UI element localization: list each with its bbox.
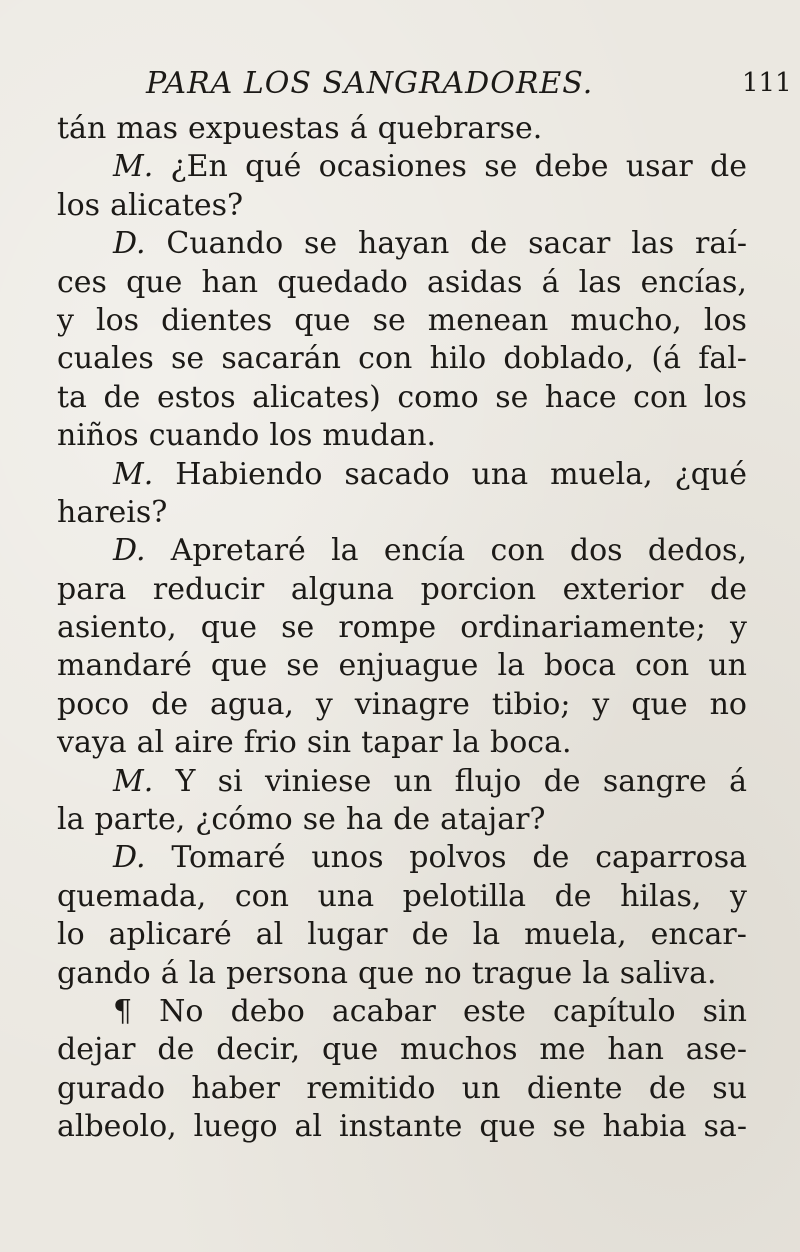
word: que: [210, 648, 268, 684]
word: de: [157, 1032, 195, 1068]
word: fal-: [698, 341, 747, 377]
word: una: [317, 878, 375, 914]
word: con: [635, 648, 690, 684]
word: la: [582, 955, 610, 991]
text-line: [57, 1108, 747, 1146]
text-line: [57, 110, 747, 148]
word: dientes: [161, 302, 273, 338]
word: lugar: [307, 917, 388, 953]
word: la: [472, 917, 501, 953]
word: gurado: [57, 1070, 166, 1106]
word: y: [729, 878, 747, 914]
word: hayan: [358, 226, 450, 262]
word: Tomaré: [171, 840, 286, 876]
word: su: [712, 1070, 747, 1106]
word: encar-: [650, 917, 747, 953]
word: se: [304, 226, 338, 262]
word: han: [201, 264, 259, 300]
word: con: [234, 878, 289, 914]
word: hareis?: [57, 494, 168, 530]
word: los: [269, 418, 313, 454]
word: dos: [569, 533, 623, 569]
word: como: [397, 379, 479, 415]
text-line: [57, 494, 747, 532]
word: Habiendo: [175, 456, 323, 492]
word: dedos,: [647, 533, 747, 569]
word: de: [151, 686, 189, 722]
word: pelotilla: [402, 878, 526, 914]
word: (á: [651, 341, 681, 377]
word: al: [136, 725, 165, 761]
word: la: [331, 533, 359, 569]
word: de: [470, 226, 508, 262]
word: la: [188, 955, 217, 991]
word: y: [315, 686, 333, 722]
word: Y: [175, 763, 196, 799]
text-line: [57, 724, 747, 762]
word: los: [703, 302, 747, 338]
word: de: [103, 379, 141, 415]
word: acabar: [331, 993, 436, 1029]
word: una: [471, 456, 529, 492]
word: reducir: [152, 571, 265, 607]
word: sacarán: [221, 341, 341, 377]
text-line: [57, 417, 747, 455]
word: que: [631, 686, 688, 722]
word: persona: [226, 955, 349, 991]
word: M.: [113, 456, 154, 492]
word: los: [703, 379, 747, 415]
word: porcion: [420, 571, 537, 607]
word: encías,: [640, 264, 747, 300]
word: ha: [345, 802, 384, 838]
word: poco: [57, 686, 130, 722]
word: boca: [544, 648, 616, 684]
word: estos: [156, 379, 236, 415]
word: qué: [245, 149, 302, 185]
word: M.: [113, 763, 154, 799]
word: unos: [311, 840, 384, 876]
word: parte,: [94, 802, 186, 838]
word: boca.: [490, 725, 572, 761]
word: albeolo,: [57, 1109, 177, 1145]
text-line: [57, 456, 747, 494]
text-line: [57, 1070, 747, 1108]
text-line: [57, 647, 747, 685]
text-line: [57, 302, 747, 340]
word: un: [461, 1070, 501, 1106]
text-line: [57, 532, 747, 570]
word: con: [490, 533, 545, 569]
word: las: [578, 264, 622, 300]
word: se: [171, 341, 205, 377]
word: si: [217, 763, 243, 799]
page-header: [0, 66, 800, 106]
word: que: [294, 302, 351, 338]
word: muela,: [524, 917, 627, 953]
running-title: PARA LOS SANGRADORES.: [146, 66, 594, 101]
text-line: [57, 1031, 747, 1069]
text-line: [57, 993, 747, 1031]
word: y: [730, 610, 747, 646]
word: expuestas: [188, 111, 340, 146]
word: Cuando: [166, 226, 284, 262]
word: quemada,: [57, 878, 207, 914]
word: trague: [471, 955, 573, 991]
word: M.: [113, 149, 154, 185]
word: mudan.: [322, 418, 437, 454]
word: la: [497, 648, 525, 684]
word: quebrarse.: [377, 111, 543, 146]
word: los: [57, 187, 101, 223]
word: Apretaré: [170, 533, 306, 569]
text-line: [57, 264, 747, 302]
word: diente: [526, 1070, 623, 1106]
word: luego: [193, 1109, 278, 1145]
word: doblado,: [503, 341, 635, 377]
word: de: [554, 878, 592, 914]
text-line: [57, 187, 747, 225]
page-number: 111: [742, 68, 792, 98]
word: sangre: [602, 763, 707, 799]
word: sacado: [344, 456, 450, 492]
word: un: [393, 763, 433, 799]
word: cuando: [148, 418, 260, 454]
word: al: [294, 1109, 323, 1145]
word: las: [631, 226, 675, 262]
word: para: [57, 571, 127, 607]
word: caparrosa: [595, 840, 747, 876]
word: D.: [113, 226, 146, 262]
word: instante: [338, 1109, 463, 1145]
word: habia: [602, 1109, 687, 1145]
word: debo: [230, 993, 305, 1029]
word: se: [495, 379, 529, 415]
word: aire: [174, 725, 234, 761]
word: hilo: [429, 341, 487, 377]
word: haber: [191, 1070, 280, 1106]
word: ase-: [685, 1032, 747, 1068]
word: sin: [306, 725, 352, 761]
word: alicates): [252, 379, 381, 415]
text-line: [57, 916, 747, 954]
word: de: [710, 571, 747, 607]
word: sa-: [703, 1109, 747, 1145]
word: cuales: [57, 341, 154, 377]
text-line: [57, 609, 747, 647]
word: que: [126, 264, 183, 300]
text-line: [57, 955, 747, 993]
text-line: [57, 225, 747, 263]
word: agua,: [210, 686, 294, 722]
word: se: [281, 610, 315, 646]
word: no: [424, 955, 462, 991]
word: rompe: [338, 610, 437, 646]
word: tibio;: [491, 686, 571, 722]
word: que: [200, 610, 257, 646]
word: de: [710, 149, 747, 185]
word: hilas,: [620, 878, 702, 914]
word: sin: [702, 993, 747, 1029]
word: lo: [57, 917, 85, 953]
word: se: [286, 648, 320, 684]
word: se: [552, 1109, 586, 1145]
word: encía: [383, 533, 466, 569]
text-line: [57, 839, 747, 877]
word: ¿En: [170, 149, 228, 185]
word: este: [462, 993, 526, 1029]
text-line: [57, 763, 747, 801]
word: capítulo: [553, 993, 676, 1029]
word: raí-: [695, 226, 747, 262]
word: que: [358, 955, 415, 991]
word: y: [57, 302, 74, 338]
word: exterior: [562, 571, 684, 607]
word: vaya: [57, 725, 127, 761]
text-line: [57, 878, 747, 916]
word: usar: [625, 149, 693, 185]
word: decir,: [216, 1032, 301, 1068]
word: han: [607, 1032, 664, 1068]
word: la: [57, 802, 85, 838]
word: que: [479, 1109, 536, 1145]
word: de: [532, 840, 570, 876]
word: gando: [57, 955, 151, 991]
word: de: [648, 1070, 686, 1106]
word: dejar: [57, 1032, 136, 1068]
word: á: [349, 111, 368, 146]
word: que: [321, 1032, 379, 1068]
word: ces: [57, 264, 107, 300]
word: vinagre: [354, 686, 470, 722]
text-line: [57, 148, 747, 186]
word: D.: [113, 840, 146, 876]
word: alguna: [290, 571, 395, 607]
word: polvos: [409, 840, 507, 876]
word: saliva.: [619, 955, 717, 991]
word: debe: [534, 149, 609, 185]
word: flujo: [454, 763, 522, 799]
word: viniese: [264, 763, 372, 799]
text-line: [57, 340, 747, 378]
word: quedado: [277, 264, 408, 300]
word: tapar: [361, 725, 443, 761]
word: D.: [113, 533, 146, 569]
text-line: [57, 686, 747, 724]
word: á: [729, 763, 747, 799]
word: asidas: [427, 264, 523, 300]
word: al: [255, 917, 284, 953]
word: asiento,: [57, 610, 177, 646]
word: tán: [57, 111, 107, 146]
word: enjuague: [338, 648, 479, 684]
word: me: [539, 1032, 586, 1068]
word: de: [393, 802, 431, 838]
word: aplicaré: [108, 917, 232, 953]
word: ¶: [113, 993, 133, 1029]
word: mandaré: [57, 648, 192, 684]
word: ta: [57, 379, 87, 415]
word: y: [592, 686, 610, 722]
word: se: [372, 302, 406, 338]
word: sacar: [528, 226, 611, 262]
word: hace: [544, 379, 617, 415]
word: no: [709, 686, 747, 722]
text-line: [57, 801, 747, 839]
word: se: [484, 149, 518, 185]
word: la: [452, 725, 481, 761]
word: de: [411, 917, 449, 953]
word: ¿qué: [674, 456, 747, 492]
word: de: [543, 763, 581, 799]
word: muela,: [550, 456, 653, 492]
text-line: [57, 379, 747, 417]
body-text: [57, 110, 747, 1147]
word: mucho,: [570, 302, 682, 338]
word: atajar?: [440, 802, 546, 838]
word: ocasiones: [318, 149, 467, 185]
word: se: [302, 802, 336, 838]
word: con: [633, 379, 688, 415]
word: un: [708, 648, 747, 684]
word: alicates?: [110, 187, 244, 223]
word: á: [160, 955, 179, 991]
word: niños: [57, 418, 139, 454]
word: ¿cómo: [195, 802, 293, 838]
text-line: [57, 571, 747, 609]
word: frio: [243, 725, 297, 761]
word: mas: [116, 111, 178, 146]
word: á: [541, 264, 560, 300]
word: remitido: [306, 1070, 436, 1106]
word: ordinariamente;: [460, 610, 706, 646]
word: menean: [427, 302, 549, 338]
word: los: [96, 302, 140, 338]
word: No: [159, 993, 204, 1029]
word: muchos: [400, 1032, 518, 1068]
word: con: [358, 341, 413, 377]
